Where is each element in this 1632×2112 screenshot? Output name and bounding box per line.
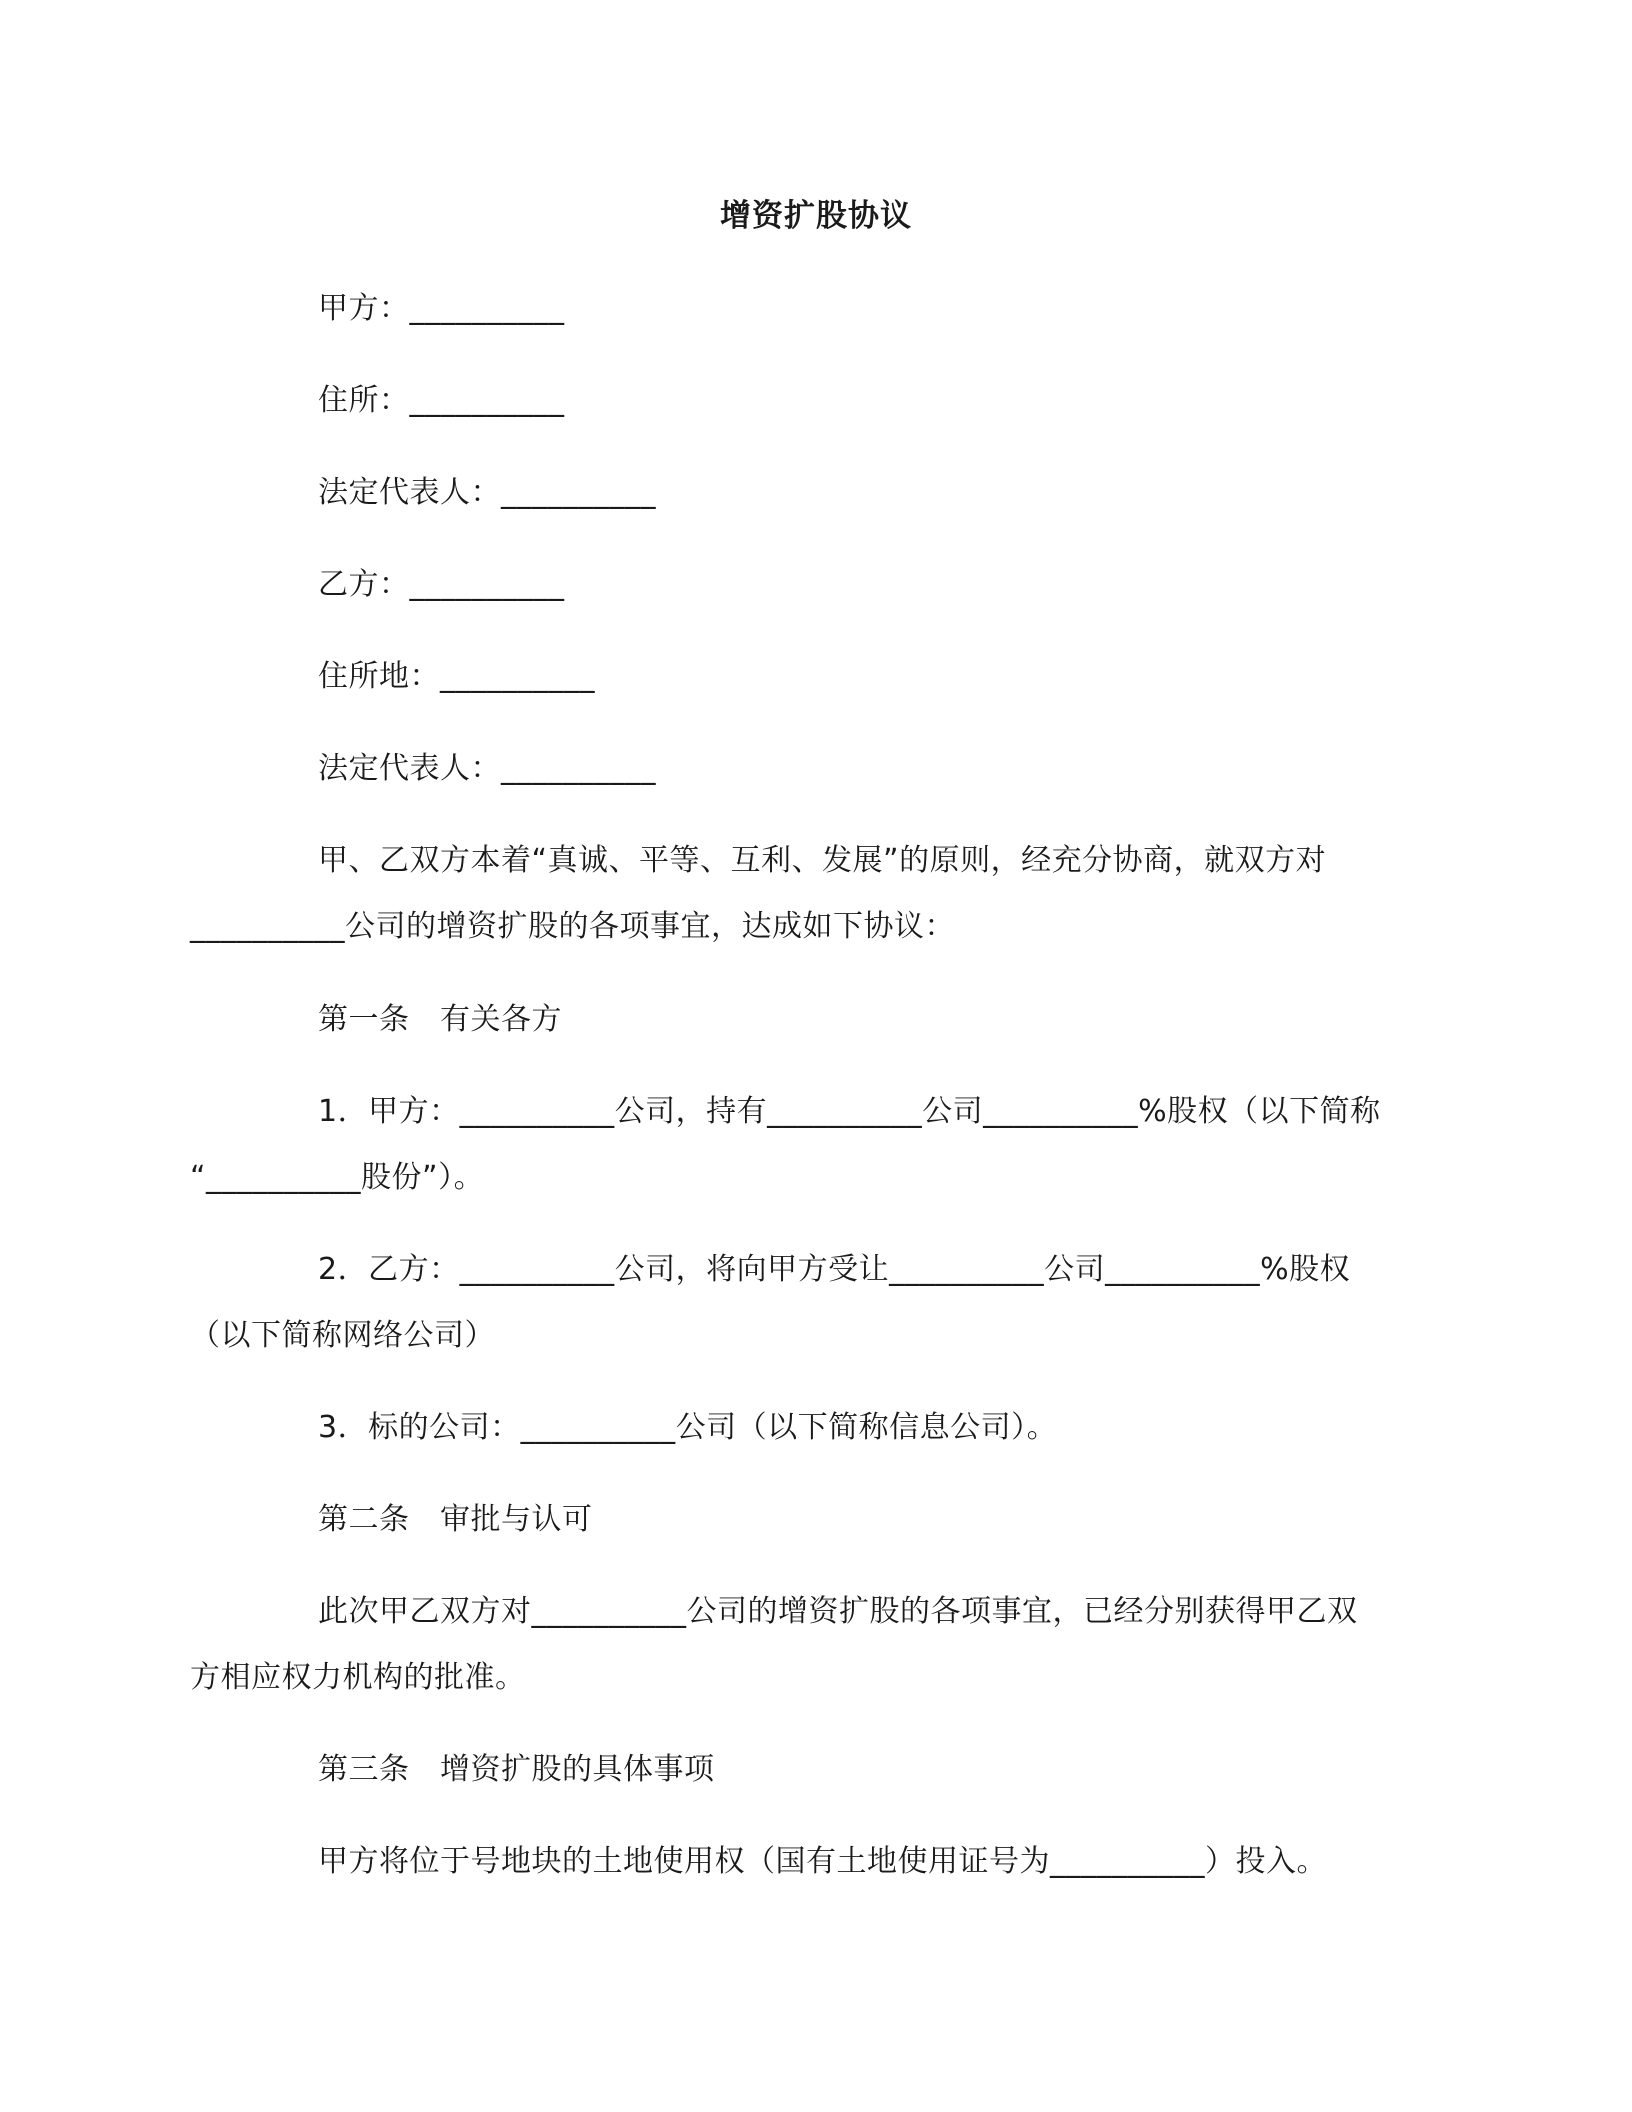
article-2-body-line-2: 方相应权力机构的批准。 bbox=[190, 1660, 526, 1695]
article-2-heading: 第二条 审批与认可 bbox=[318, 1502, 593, 1537]
preamble-line-1: 甲、乙双方本着“真诚、平等、互利、发展”的原则，经充分协商，就双方对 bbox=[318, 843, 1327, 878]
party-b-address: 住所地：__________ bbox=[318, 659, 595, 694]
article-3-body-line-1: 甲方将位于号地块的土地使用权（国有土地使用证号为__________）投入。 bbox=[318, 1844, 1327, 1879]
article-1-item-3: 3．标的公司：__________公司（以下简称信息公司）。 bbox=[318, 1410, 1058, 1445]
article-1-item-1-line-2: “__________股份”）。 bbox=[190, 1160, 485, 1195]
party-a-name: 甲方：__________ bbox=[318, 291, 565, 326]
article-1-item-2-line-2: （以下简称网络公司） bbox=[190, 1318, 495, 1353]
party-a-address: 住所：__________ bbox=[318, 383, 565, 418]
document-title: 增资扩股协议 bbox=[720, 198, 912, 234]
article-2-body-line-1: 此次甲乙双方对__________公司的增资扩股的各项事宜，已经分别获得甲乙双 bbox=[318, 1594, 1358, 1629]
article-1-item-2-line-1: 2．乙方：__________公司，将向甲方受让__________公司__________%股权 bbox=[318, 1252, 1351, 1287]
article-1-heading: 第一条 有关各方 bbox=[318, 1002, 562, 1037]
party-b-representative: 法定代表人：__________ bbox=[318, 751, 656, 786]
party-b-name: 乙方：__________ bbox=[318, 567, 565, 602]
preamble-line-2: __________公司的增资扩股的各项事宜，达成如下协议： bbox=[190, 909, 955, 944]
article-3-heading: 第三条 增资扩股的具体事项 bbox=[318, 1752, 715, 1787]
article-1-item-1-line-1: 1．甲方：__________公司，持有__________公司__________%股权（以下简称 bbox=[318, 1094, 1381, 1129]
party-a-representative: 法定代表人：__________ bbox=[318, 475, 656, 510]
